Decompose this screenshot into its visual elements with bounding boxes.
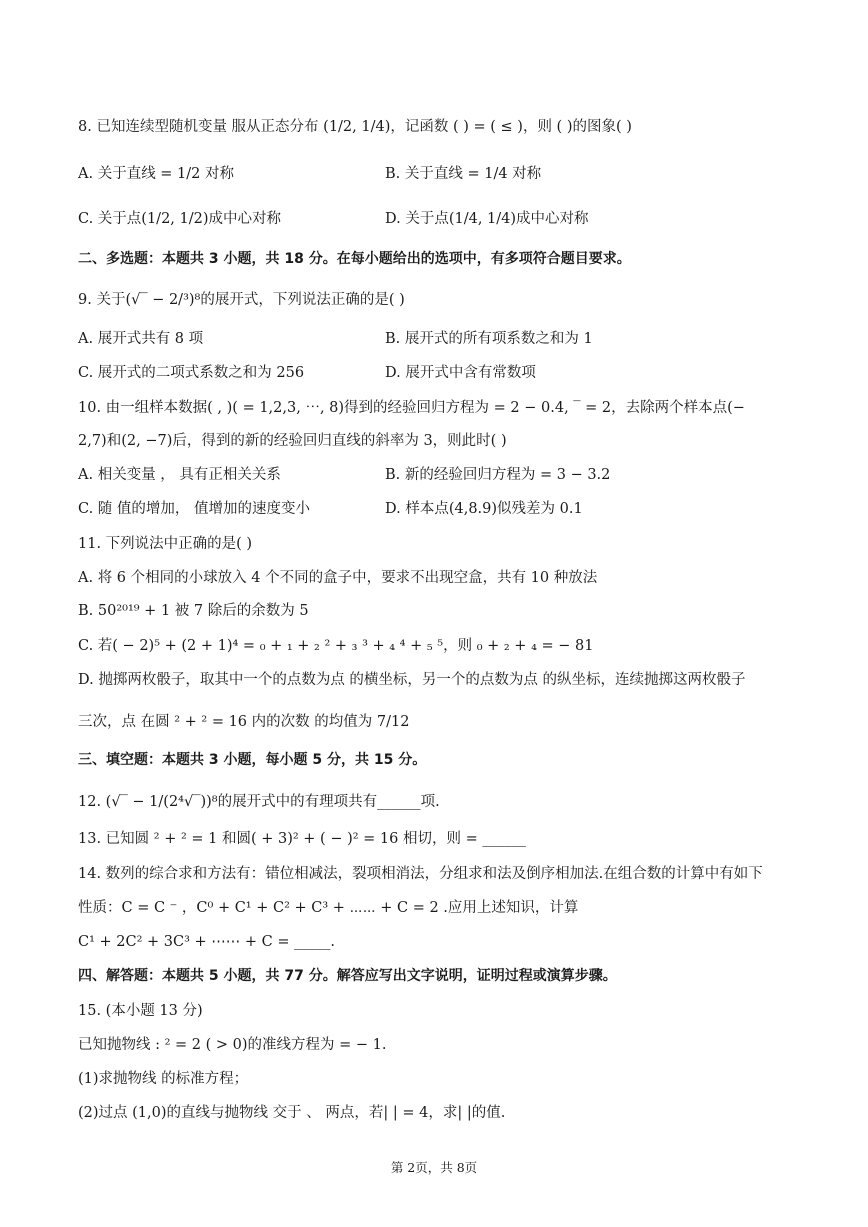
q9-option-b: B. 展开式的所有项系数之和为 1 [385, 331, 593, 347]
q9: 9. 关于(√‾ − 2/³)⁸的展开式，下列说法正确的是( ) [78, 292, 405, 308]
q9-option-d: D. 展开式中含有常数项 [385, 365, 536, 381]
q14-cont-2: C¹ + 2C² + 3C³ + ⋯⋯ + C = _____. [78, 934, 335, 950]
q11-option-c: C. 若( − 2)⁵ + (2 + 1)⁴ = ₀ + ₁ + ₂ ² + ₃ ³ + ₄ ⁴ + ₅ ⁵，则 ₀ + ₂ + ₄ = − 81 [78, 638, 594, 654]
section-2-heading: 二、多选题：本题共 3 小题，共 18 分。在每小题给出的选项中，有多项符合题目要求。 [78, 251, 631, 267]
q10-cont: 2,7)和(2, −7)后，得到的新的经验回归直线的斜率为 3，则此时( ) [78, 433, 507, 449]
q13: 13. 已知圆 ² + ² = 1 和圆( + 3)² + ( − )² = 16 相切，则 = ______ [78, 831, 526, 847]
q10: 10. 由一组样本数据( , )( = 1,2,3, ⋯, 8)得到的经验回归方程为 = 2 − 0.4, ‾ = 2，去除两个样本点(− [78, 400, 745, 416]
q15: 15. (本小题 13 分) [78, 1003, 203, 1019]
q11-option-d: D. 抛掷两枚骰子，取其中一个的点数为点 的横坐标，另一个的点数为点 的纵坐标，连续抛掷这两枚骰子 [78, 672, 746, 688]
q8-option-b: B. 关于直线 = 1/4 对称 [385, 166, 542, 182]
q8-option-a: A. 关于直线 = 1/2 对称 [78, 166, 235, 182]
q14-cont: 性质：C = C ⁻ ，C⁰ + C¹ + C² + C³ + ⋯⋯ + C = 2 .应用上述知识，计算 [78, 900, 579, 916]
q11-option-b: B. 50²⁰¹⁹ + 1 被 7 除后的余数为 5 [78, 603, 309, 619]
q8-option-d: D. 关于点(1/4, 1/4)成中心对称 [385, 211, 589, 227]
q10-option-b: B. 新的经验回归方程为 = 3 − 3.2 [385, 467, 611, 483]
q15-stem: 已知抛物线 : ² = 2 ( > 0)的准线方程为 = − 1. [78, 1037, 387, 1053]
q12: 12. (√‾ − 1/(2⁴√‾))⁸的展开式中的有理项共有______项. [78, 794, 440, 810]
q15-part-1: (1)求抛物线 的标准方程； [78, 1071, 249, 1087]
q10-option-a: A. 相关变量 ， 具有正相关关系 [78, 467, 281, 483]
q8-option-c: C. 关于点(1/2, 1/2)成中心对称 [78, 211, 281, 227]
q8: 8. 已知连续型随机变量 服从正态分布 (1/2, 1/4)，记函数 ( ) = ( ≤ )，则 ( )的图象( ) [78, 119, 632, 135]
q9-option-c: C. 展开式的二项式系数之和为 256 [78, 365, 305, 381]
section-3-heading: 三、填空题：本题共 3 小题，每小题 5 分，共 15 分。 [78, 752, 427, 768]
q9-option-a: A. 展开式共有 8 项 [78, 331, 204, 347]
q10-option-c: C. 随 值的增加， 值增加的速度变小 [78, 501, 311, 517]
section-4-heading: 四、解答题：本题共 5 小题，共 77 分。解答应写出文字说明，证明过程或演算步骤。 [78, 968, 617, 984]
q14: 14. 数列的综合求和方法有：错位相减法，裂项相消法，分组求和法及倒序相加法.在组合数的计算中有如下 [78, 866, 763, 882]
q10-option-d: D. 样本点(4,8.9)似残差为 0.1 [385, 501, 583, 517]
page-footer: 第 2页，共 8页 [390, 1160, 478, 1175]
q11-option-a: A. 将 6 个相同的小球放入 4 个不同的盒子中，要求不出现空盒，共有 10 种放法 [78, 570, 598, 586]
q15-part-2: (2)过点 (1,0)的直线与抛物线 交于 、 两点，若| | = 4，求| |的值. [78, 1105, 506, 1121]
q11: 11. 下列说法中正确的是( ) [78, 536, 253, 552]
q11-option-d-cont: 三次，点 在圆 ² + ² = 16 内的次数 的均值为 7/12 [78, 714, 410, 730]
